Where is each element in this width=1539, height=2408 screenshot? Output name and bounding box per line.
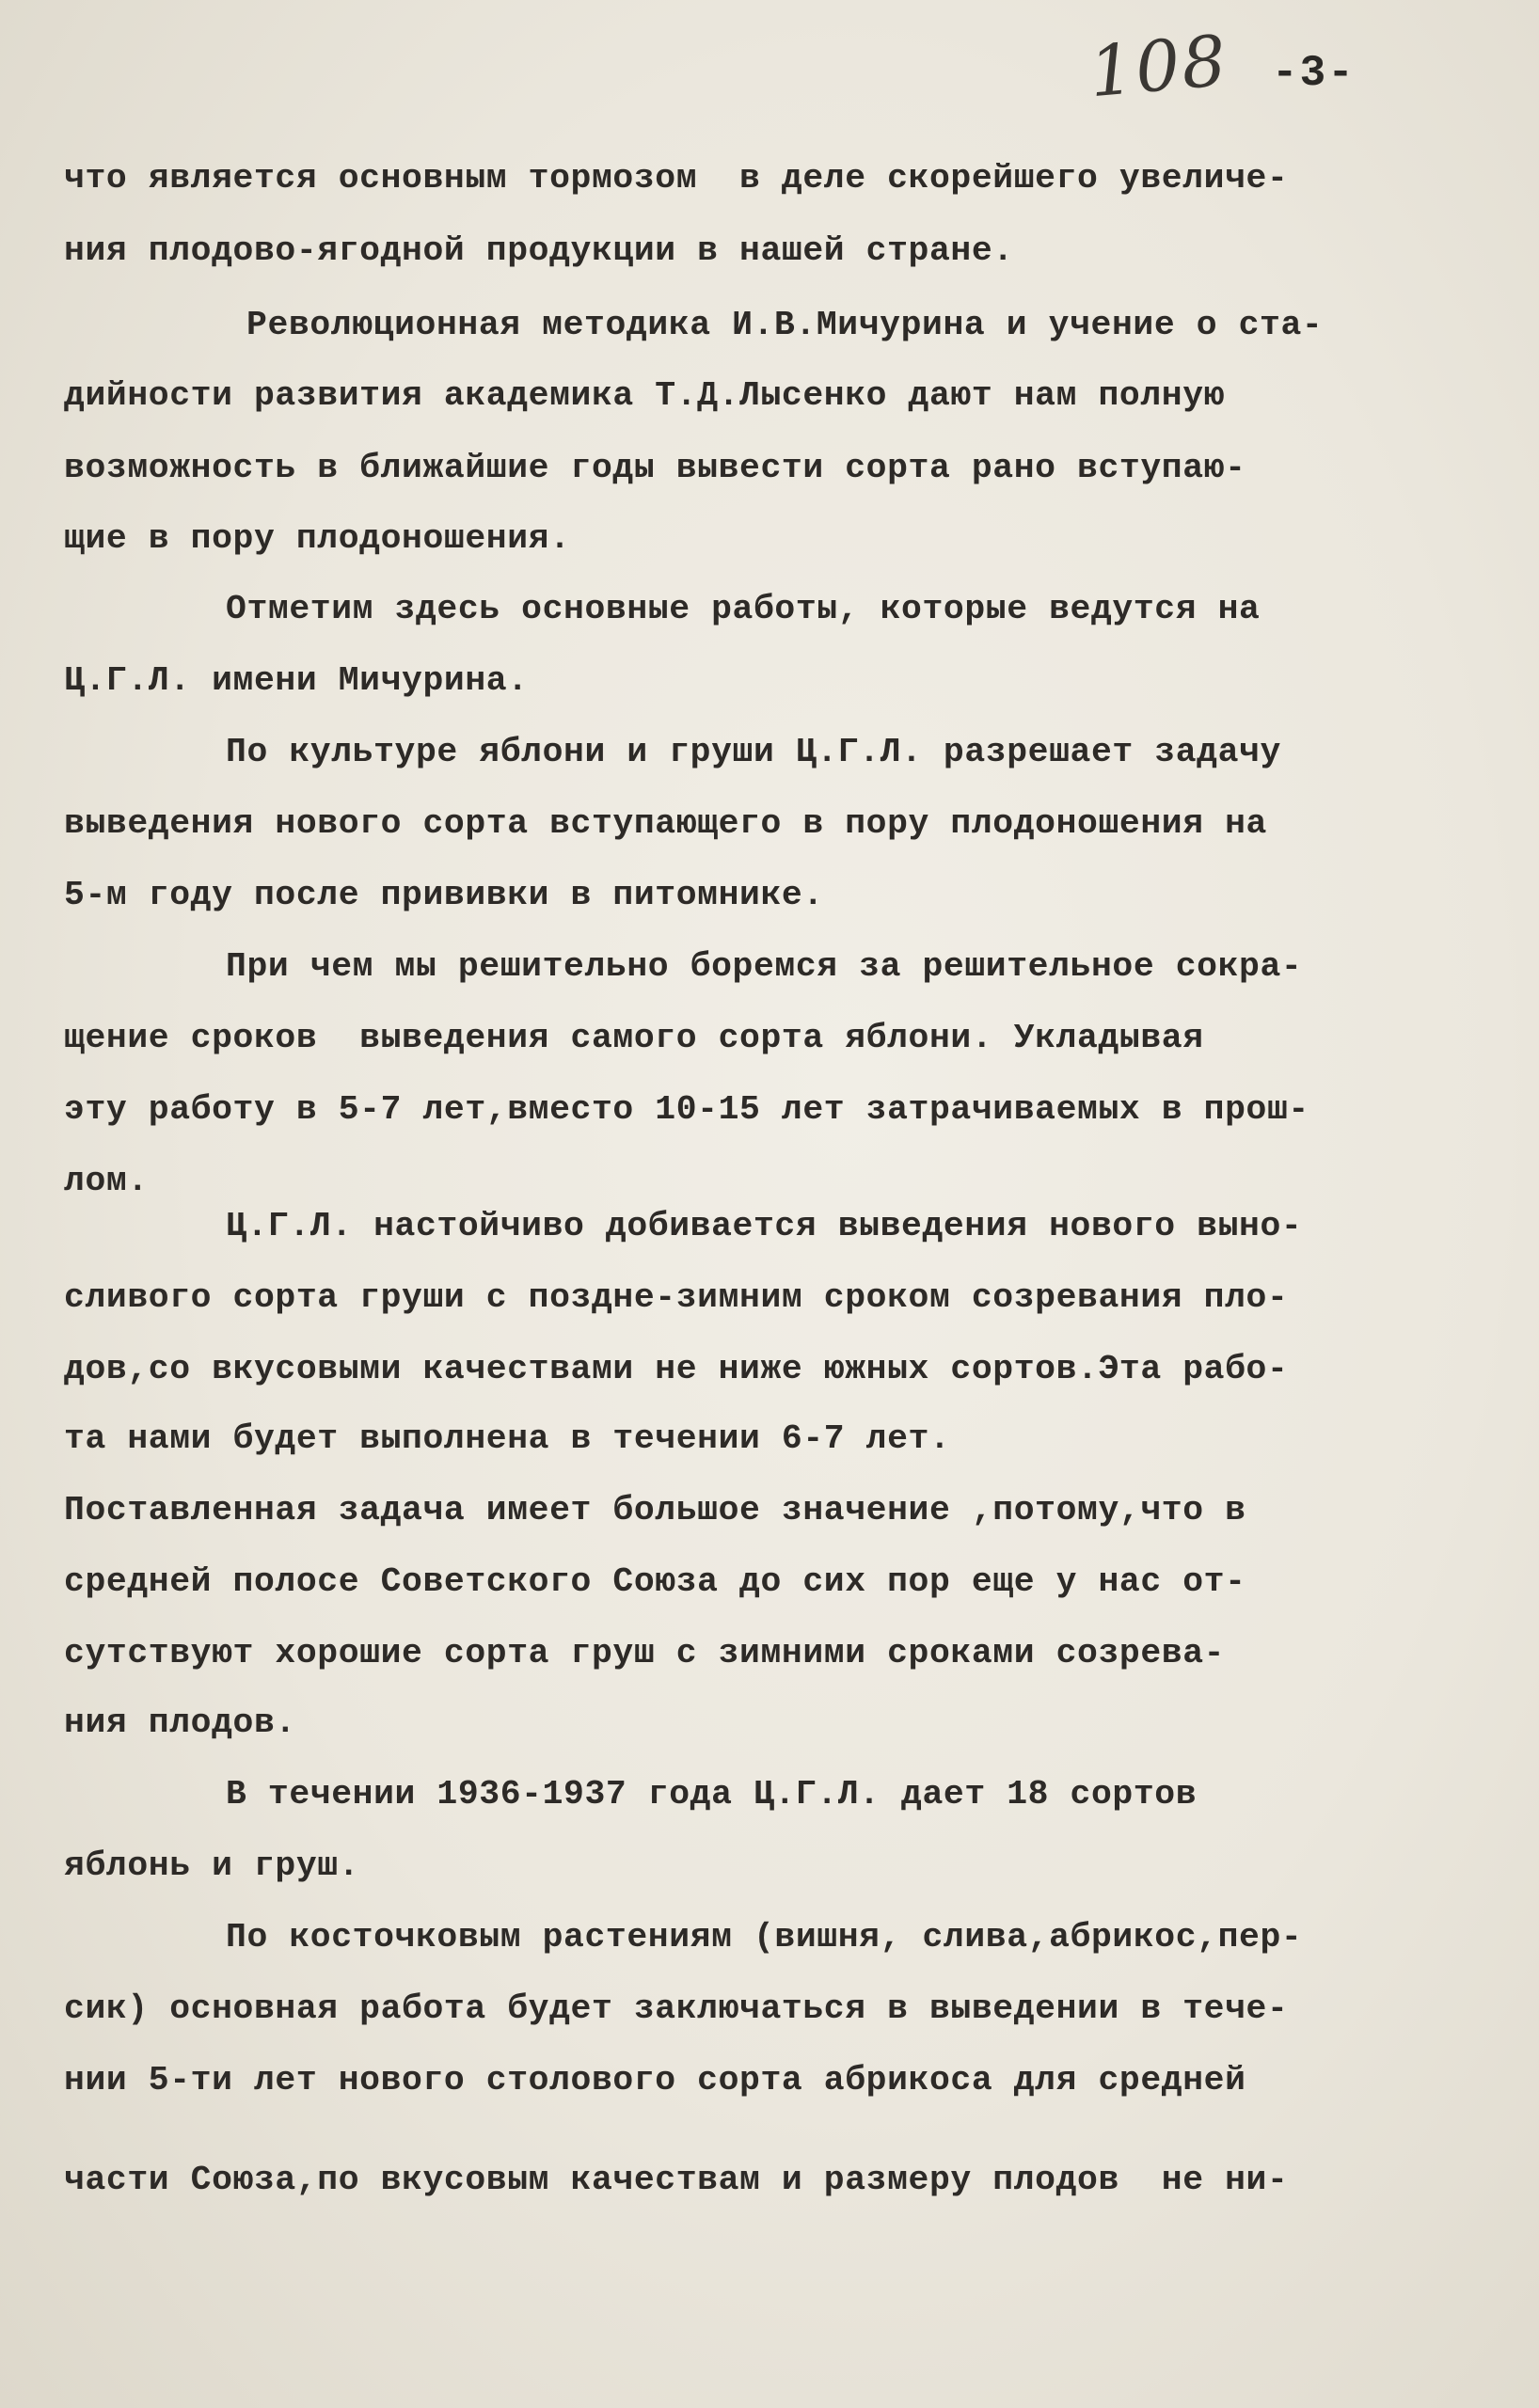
text-line: выведения нового сорта вступающего в пору плодоношения на: [64, 804, 1267, 843]
text-line: Ц.Г.Л. настойчиво добивается выведения нового выно-: [226, 1207, 1303, 1245]
text-line: возможность в ближайшие годы вывести сорта рано вступаю-: [64, 449, 1246, 487]
text-line: сутствуют хорошие сорта груш с зимними сроками созрева-: [64, 1634, 1226, 1672]
text-line: сик) основная работа будет заключаться в выведении в тече-: [64, 1989, 1289, 2028]
text-line: та нами будет выполнена в течении 6-7 лет.: [64, 1419, 951, 1458]
text-line: что является основным тормозом в деле скорейшего увеличе-: [64, 159, 1289, 198]
text-line: щие в пору плодоношения.: [64, 519, 571, 558]
text-line: По косточковым растениям (вишня, слива,абрикос,пер-: [226, 1918, 1303, 1956]
text-line: части Союза,по вкусовым качествам и размеру плодов не ни-: [64, 2161, 1289, 2199]
text-line: Отметим здесь основные работы, которые ведутся на: [226, 590, 1261, 628]
text-line: По культуре яблони и груши Ц.Г.Л. разрешает задачу: [226, 733, 1281, 771]
text-line: средней полосе Советского Союза до сих пор еще у нас от-: [64, 1562, 1246, 1601]
text-line: Ц.Г.Л. имени Мичурина.: [64, 661, 529, 700]
text-line: щение сроков выведения самого сорта яблони. Укладывая: [64, 1019, 1204, 1057]
page-number: -3-: [1272, 49, 1356, 98]
text-line: 5-м году после прививки в питомнике.: [64, 876, 824, 914]
text-line: эту работу в 5-7 лет,вместо 10-15 лет затрачиваемых в прош-: [64, 1090, 1309, 1129]
text-line: Поставленная задача имеет большое значение ,потому,что в: [64, 1491, 1246, 1529]
handwritten-archive-number: 108: [1086, 20, 1231, 114]
text-line: дов,со вкусовыми качествами не ниже южных сортов.Эта рабо-: [64, 1350, 1289, 1388]
text-line: нии 5-ти лет нового столового сорта абрикоса для средней: [64, 2061, 1246, 2099]
text-line: ния плодов.: [64, 1703, 296, 1742]
text-line: ния плодово-ягодной продукции в нашей стране.: [64, 231, 1014, 270]
text-line: Революционная методика И.В.Мичурина и учение о ста-: [246, 306, 1324, 344]
text-line: лом.: [64, 1162, 149, 1200]
text-line: яблонь и груш.: [64, 1846, 360, 1885]
text-line: дийности развития академика Т.Д.Лысенко дают нам полную: [64, 376, 1226, 415]
text-line: При чем мы решительно боремся за решительное сокра-: [226, 947, 1303, 986]
text-line: сливого сорта груши с поздне-зимним сроком созревания пло-: [64, 1278, 1289, 1317]
text-line: В течении 1936-1937 года Ц.Г.Л. дает 18 сортов: [226, 1775, 1198, 1814]
